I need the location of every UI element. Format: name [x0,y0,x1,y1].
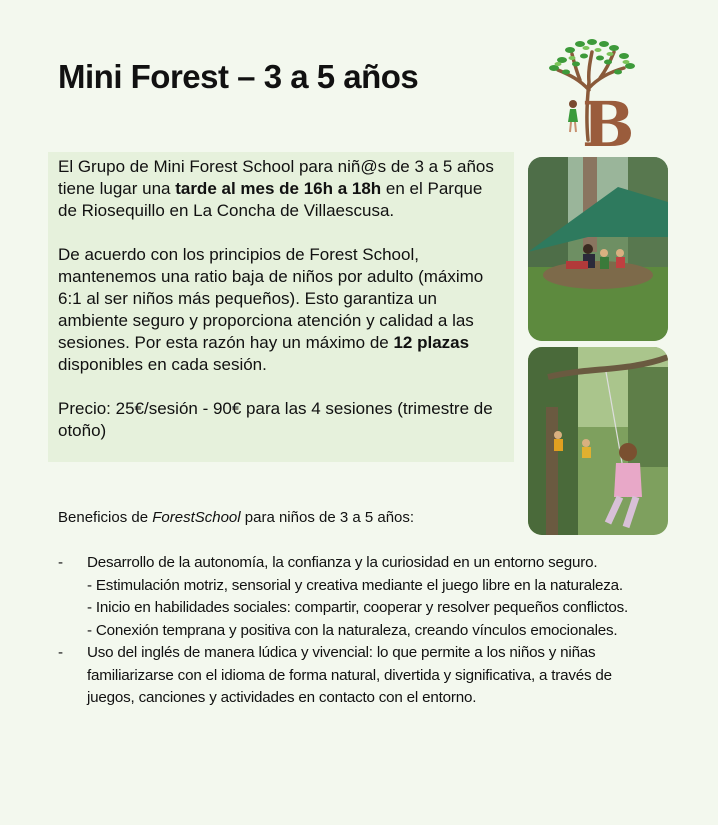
logo-letter: B [582,88,635,150]
benefits-list [58,552,658,710]
p2-segment-0: De acuerdo con los principios de Forest School, mantenemos una ratio baja de niños por adulto (máximo 6:1 al ser niños más pequeños). Esto garantiza un ambiente seguro y proporciona atención y calidad a las sesiones. Por esta razón hay un máximo de [58,245,484,352]
info-paragraph-2 [58,244,504,376]
benefit-item-english [58,642,658,710]
benefit-sub-motor: - Estimulación motriz, sensorial y creativa mediante el juego libre en la naturaleza. [87,576,623,594]
benefit-english-text: Uso del inglés de manera lúdica y vivencial: lo que permite a los niños y niñas familiarizarse con el idioma de forma natural, divertida y significativa, a través de juegos, canciones y actividades en contacto con el entorno. [87,644,612,706]
benefits-heading-italic: ForestSchool [152,509,241,526]
benefit-item-autonomy [58,552,658,642]
benefits-heading-prefix: Beneficios de [58,509,153,526]
tree-logo-icon [540,30,640,150]
benefit-sub-social: - Inicio en habilidades sociales: compartir, cooperar y resolver pequeños conflictos. [87,599,629,616]
price-paragraph: Precio: 25€/sesión - 90€ para las 4 sesiones (trimestre de otoño) [58,399,493,440]
benefits-heading [58,509,414,526]
info-box [48,152,514,462]
info-paragraph-1 [58,156,504,222]
p1-segment-2: en el Parque de Riosequillo en La Concha de Villaescusa. [58,179,483,220]
list-dash: - [58,644,63,661]
p2-segment-1: 12 plazas [393,333,470,352]
benefit-main: Desarrollo de la autonomía, la confianza y la curiosidad en un entorno seguro. [87,554,598,571]
p2-segment-2: disponibles en cada sesión. [58,355,267,374]
benefits-heading-suffix: para niños de 3 a 5 años: [240,509,415,526]
photo-tarp-picnic [528,157,668,341]
p1-segment-0: El Grupo de Mini Forest School para niñ@s de 3 a 5 años tiene lugar una [58,157,494,198]
photo-rope-swing [528,347,668,535]
p1-segment-1: tarde al mes de 16h a 18h [175,179,382,198]
list-dash: - [58,554,63,571]
benefit-sub-nature: - Conexión temprana y positiva con la naturaleza, creando vínculos emocionales. [87,621,618,639]
page-title: Mini Forest – 3 a 5 años [58,58,419,95]
